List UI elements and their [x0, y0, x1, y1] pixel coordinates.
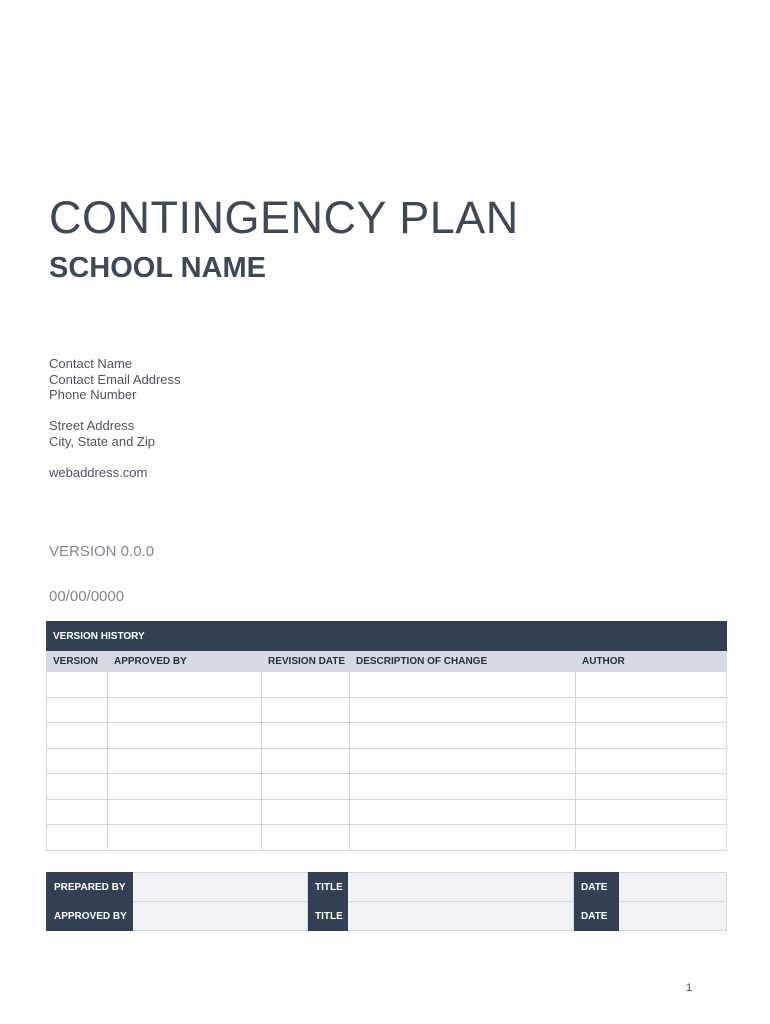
cell-version[interactable] — [47, 774, 108, 800]
cell-version[interactable] — [47, 825, 108, 851]
version-history-title: VERSION HISTORY — [47, 622, 727, 651]
cell-revision-date[interactable] — [262, 672, 350, 698]
spacer — [49, 403, 181, 419]
col-version: VERSION — [47, 651, 108, 672]
cell-author[interactable] — [576, 672, 727, 698]
contact-email: Contact Email Address — [49, 371, 181, 387]
col-revision-date: REVISION DATE — [262, 651, 350, 672]
prepared-by-title-label: TITLE — [308, 873, 348, 902]
street-address: Street Address — [49, 418, 135, 433]
cell-approved-by[interactable] — [108, 723, 262, 749]
cell-revision-date[interactable] — [262, 825, 350, 851]
table-row — [47, 799, 727, 825]
cell-author[interactable] — [576, 697, 727, 723]
table-row — [47, 825, 727, 851]
prepared-by-name-field[interactable] — [133, 873, 308, 902]
cell-version[interactable] — [47, 799, 108, 825]
web-address: webaddress.com — [49, 464, 148, 480]
cell-description[interactable] — [350, 697, 576, 723]
version-history-table — [46, 621, 727, 851]
approved-by-date-label: DATE — [574, 902, 619, 931]
cell-approved-by[interactable] — [108, 825, 262, 851]
cell-revision-date[interactable] — [262, 748, 350, 774]
approved-by-label: APPROVED BY — [47, 902, 133, 931]
page-number: 1 — [686, 982, 693, 994]
cell-version[interactable] — [47, 723, 108, 749]
cell-author[interactable] — [576, 825, 727, 851]
cell-description[interactable] — [350, 825, 576, 851]
document-date: 00/00/0000 — [49, 588, 125, 605]
approved-by-row — [47, 902, 727, 931]
cell-revision-date[interactable] — [262, 799, 350, 825]
table-row — [47, 672, 727, 698]
prepared-by-date-field[interactable] — [619, 873, 727, 902]
cell-approved-by[interactable] — [108, 799, 262, 825]
approved-by-name-field[interactable] — [133, 902, 308, 931]
version-label: VERSION 0.0.0 — [49, 543, 155, 560]
col-approved-by: APPROVED BY — [108, 651, 262, 672]
cell-approved-by[interactable] — [108, 697, 262, 723]
approved-by-date-field[interactable] — [619, 902, 727, 931]
phone-number: Phone Number — [49, 387, 137, 402]
cell-description[interactable] — [350, 799, 576, 825]
table-row — [47, 748, 727, 774]
prepared-by-date-label: DATE — [574, 873, 619, 902]
spacer — [49, 449, 181, 465]
document-title: CONTINGENCY PLAN — [49, 192, 519, 243]
contact-name: Contact Name — [49, 356, 133, 371]
cell-description[interactable] — [350, 774, 576, 800]
cell-version[interactable] — [47, 697, 108, 723]
table-row — [47, 774, 727, 800]
cell-description[interactable] — [350, 723, 576, 749]
cell-author[interactable] — [576, 774, 727, 800]
cell-author[interactable] — [576, 723, 727, 749]
table-row — [47, 723, 727, 749]
cell-version[interactable] — [47, 748, 108, 774]
city-state-zip: City, State and Zip — [49, 433, 155, 449]
cell-approved-by[interactable] — [108, 774, 262, 800]
prepared-by-title-field[interactable] — [348, 873, 574, 902]
signoff-table — [46, 872, 727, 931]
cell-approved-by[interactable] — [108, 672, 262, 698]
approved-by-title-label: TITLE — [308, 902, 348, 931]
contact-block — [49, 356, 181, 480]
cell-description[interactable] — [350, 672, 576, 698]
cell-revision-date[interactable] — [262, 723, 350, 749]
cell-description[interactable] — [350, 748, 576, 774]
cell-author[interactable] — [576, 748, 727, 774]
prepared-by-row — [47, 873, 727, 902]
cell-version[interactable] — [47, 672, 108, 698]
cell-author[interactable] — [576, 799, 727, 825]
cell-approved-by[interactable] — [108, 748, 262, 774]
school-name: SCHOOL NAME — [49, 252, 266, 284]
col-description-of-change: DESCRIPTION OF CHANGE — [350, 651, 576, 672]
cell-revision-date[interactable] — [262, 697, 350, 723]
approved-by-title-field[interactable] — [348, 902, 574, 931]
table-row — [47, 697, 727, 723]
col-author: AUTHOR — [576, 651, 727, 672]
cell-revision-date[interactable] — [262, 774, 350, 800]
prepared-by-label: PREPARED BY — [47, 873, 133, 902]
